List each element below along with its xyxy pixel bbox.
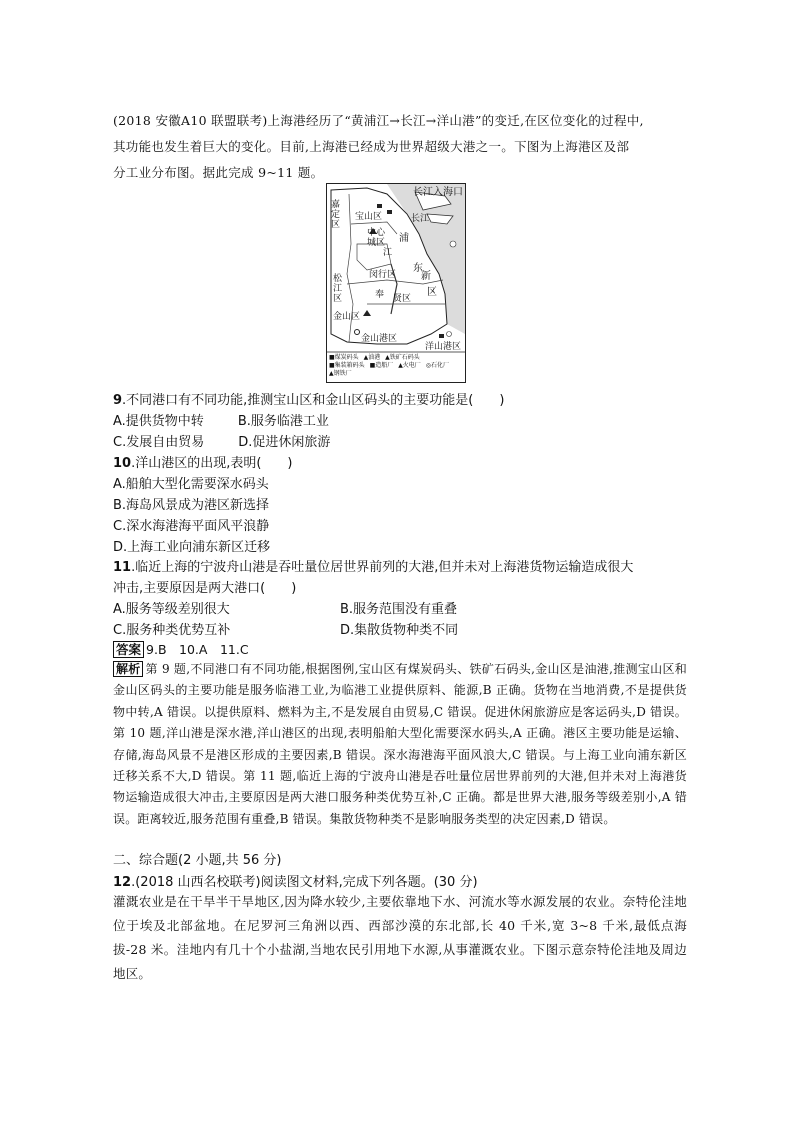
map-label-zhongxin: 中心城区 <box>367 228 386 248</box>
option-a: A.船舶大型化需要深水码头 <box>113 477 269 492</box>
option-d: D.上海工业向浦东新区迁移 <box>113 540 271 555</box>
intro-paragraph <box>113 108 687 186</box>
map-label-yangshan-port: 洋山港区 <box>425 342 462 352</box>
map-label-xin: 新 <box>421 271 431 282</box>
legend-item: ◎石化厂 <box>425 362 449 369</box>
legend-item: ▲火电厂 <box>398 362 421 369</box>
intro-line-3: 分工业分布图。据此完成 9~11 题。 <box>113 165 324 180</box>
explanation-tag: 解析 <box>113 661 143 677</box>
option-b: B.服务范围没有重叠 <box>340 602 458 617</box>
option-d: D.促进休闲旅游 <box>238 435 331 450</box>
option-a: A.提供货物中转 <box>113 414 204 429</box>
map-label-dong: 东 <box>413 263 423 274</box>
map-label-feng: 奉 <box>375 290 385 300</box>
map-label-pu: 浦 <box>399 233 409 244</box>
question-number: 12 <box>113 875 132 890</box>
section-2-title: 二、综合题(2 小题,共 56 分) <box>113 853 282 868</box>
option-d: D.集散货物种类不同 <box>340 623 459 638</box>
legend-item: ■造船厂 <box>369 362 394 369</box>
option-b: B.海岛风景成为港区新选择 <box>113 498 270 513</box>
legend-item: ▲钢铁厂 <box>329 370 352 377</box>
question-9-stem <box>113 389 504 408</box>
answer-text: 9.B 10.A 11.C <box>146 642 249 657</box>
question-12-head <box>113 871 478 890</box>
map-label-minhang: 闵行区 <box>369 270 397 280</box>
question-9-options-row-2 <box>113 431 330 450</box>
map-drawing <box>327 184 465 382</box>
question-stem-text: .临近上海的宁波舟山港是吞吐量位居世界前列的大港,但并未对上海港货物运输造成很大 <box>131 560 634 575</box>
question-stem-text: .洋山港区的出现,表明( ) <box>131 456 293 471</box>
shanghai-port-map <box>326 183 466 383</box>
question-12-material: 灌溉农业是在干旱半干旱地区,因为降水较少,主要依靠地下水、河流水等水源发展的农业。奈特伦洼地位于埃及北部盆地。在尼罗河三角洲以西、西部沙漠的东北部,长 40 千米,宽 3~8 千米,最低点海拔-28 米。洼地内有几十个小盐湖,当地农民引用地下水源,从事灌溉农业。下图示意奈特伦洼地及周边地区。 <box>113 894 687 981</box>
map-legend <box>329 354 463 378</box>
option-c: C.深水海港海平面风平浪静 <box>113 519 270 534</box>
question-stem-text: .不同港口有不同功能,推测宝山区和金山区码头的主要功能是( ) <box>122 393 505 408</box>
legend-item: ▲铁矿石码头 <box>385 354 420 361</box>
option-c: C.服务种类优势互补 <box>113 623 231 638</box>
map-label-changjiang: 长江 <box>411 214 430 224</box>
map-label-jinshan-port: 金山港区 <box>361 334 398 344</box>
legend-item: ■集装箱码头 <box>329 362 365 369</box>
option-b: B.服务临港工业 <box>237 414 329 429</box>
map-label-qu: 区 <box>427 287 437 298</box>
option-c: C.发展自由贸易 <box>113 435 205 450</box>
question-9-options-row-1 <box>113 410 329 429</box>
map-label-baoshan: 宝山区 <box>355 212 383 222</box>
option-a: A.服务等级差别很大 <box>113 602 230 617</box>
question-number: 9 <box>113 393 123 408</box>
answer-tag: 答案 <box>113 641 144 658</box>
question-10-stem <box>113 452 293 471</box>
question-11-stem-line-1 <box>113 556 633 575</box>
answer-row <box>113 640 249 658</box>
map-label-jiang: 江 <box>383 248 393 258</box>
question-number: 11 <box>113 560 132 575</box>
explanation-paragraph <box>113 659 687 830</box>
explanation-text: 第 9 题,不同港口有不同功能,根据图例,宝山区有煤炭码头、铁矿石码头,金山区是油港,推测宝山区和金山区码头的主要功能是服务临港工业,为临港工业提供原料、能源,B 正确。货物在当地消费,不是提供货物中转,A 错误。以提供原料、燃料为主,不是发展自由贸易,C 错误。促进休闲旅游应是客运码头,D 错误。第 10 题,洋山港是深水港,洋山港区的出现,表明船舶大型化需要深水码头,A 正确。港区主要功能是运输、存储,海岛风景不是港区形成的主要因素,B 错误。深水海港海平面风浪大,C 错误。与上海工业向浦东新区迁移关系不大,D 错误。第 11 题,临近上海的宁波舟山港是吞吐量位居世界前列的大港,但并未对上海港货物运输造成很大冲击,主要原因是两大港口服务种类优势互补,C 正确。都是世界大港,服务等级差别小,A 错误。距离较近,服务范围有重叠,B 错误。集散货物种类不是影响服务类型的决定因素,D 错误。 <box>113 662 687 826</box>
question-number: 10 <box>113 456 132 471</box>
map-label-songjiang: 松江区 <box>333 274 343 304</box>
question-12-head-text: .(2018 山西名校联考)阅读图文材料,完成下列各题。(30 分) <box>131 875 478 890</box>
legend-item: ■煤炭码头 <box>329 354 359 361</box>
question-11-stem-line-2: 冲击,主要原因是两大港口( ) <box>113 581 297 596</box>
legend-item: ▲油港 <box>363 354 381 361</box>
map-label-jiading: 嘉定区 <box>331 200 341 230</box>
map-label-xian: 贤区 <box>393 294 412 304</box>
map-label-changjiang-kou: 长江入海口 <box>413 187 463 198</box>
intro-line-1: (2018 安徽A10 联盟联考)上海港经历了“黄浦江→长江→洋山港”的变迁,在区位变化的过程中, <box>113 113 644 128</box>
map-label-jinshan: 金山区 <box>333 312 361 322</box>
intro-line-2: 其功能也发生着巨大的变化。目前,上海港已经成为世界超级大港之一。下图为上海港区及部 <box>113 139 630 154</box>
